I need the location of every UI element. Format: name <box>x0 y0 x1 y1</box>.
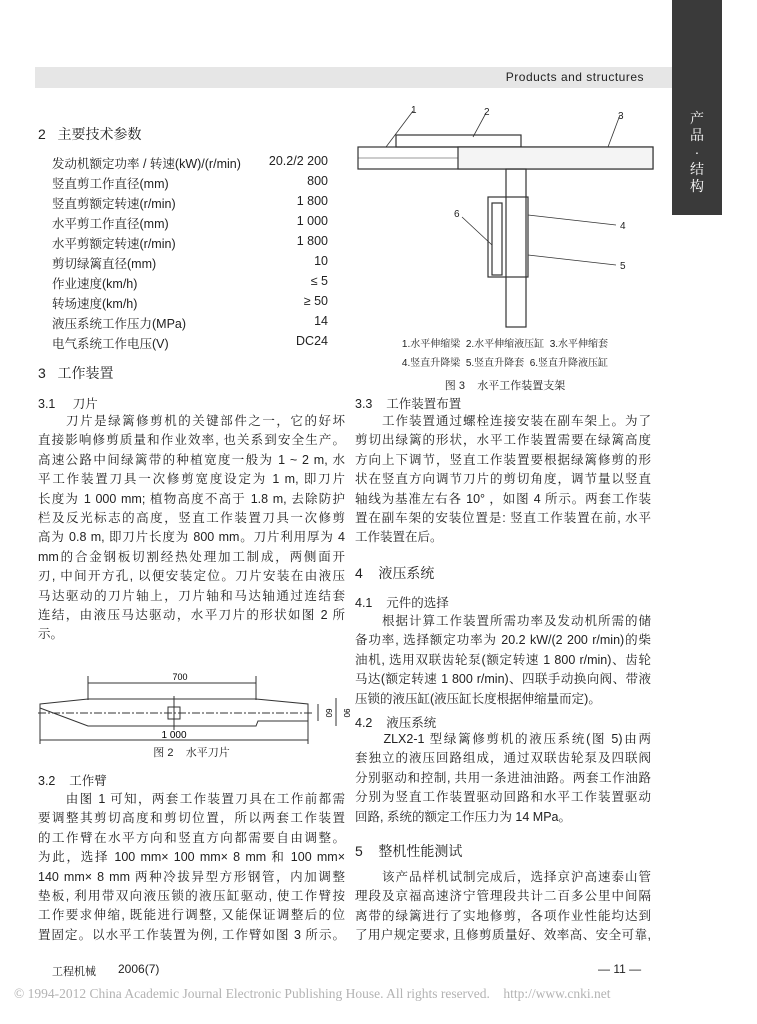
spec-row <box>52 334 340 352</box>
text-line: 工作装置通过螺栓连接安装在副车架上。为了 <box>355 414 651 428</box>
text-line: 栏及反光标志的高度，竖直工作装置刀具一次修剪 <box>38 510 345 525</box>
callout-4: 4 <box>620 221 626 232</box>
text-line: 分别驱动和控制, 共用一条进油油路。两套工作油路 <box>355 770 651 785</box>
spec-value: 1 000 <box>293 214 328 228</box>
spec-row <box>52 174 340 192</box>
text-line: mm的合金钢板切割经热处理加工制成，两侧面开 <box>38 549 345 564</box>
spec-label: 竖直剪额定转速(r/min) <box>52 197 176 211</box>
text-line: 根据计算工作装置所需功率及发动机所需的储 <box>355 614 651 628</box>
text-line: 油机, 选用双联齿轮泵(额定转速 1 800 r/min)、齿轮 <box>355 652 651 667</box>
spec-value: 10 <box>310 254 328 268</box>
spec-value: 14 <box>310 314 328 328</box>
section-side-tab <box>672 0 722 215</box>
text-line: 由图 1 可知，两套工作装置刀具在工作前都需 <box>38 792 345 806</box>
section-4-1-body <box>355 612 651 709</box>
spec-row <box>52 154 340 172</box>
spec-value: 800 <box>303 174 328 188</box>
section-4-2-body <box>355 730 651 827</box>
text-line: 分别为竖直工作装置驱动回路和水平工作装置驱动 <box>355 790 651 805</box>
section-2-heading: 2 主要技术参数 <box>38 126 142 142</box>
dim-1000: 1 000 <box>161 730 187 741</box>
spec-row <box>52 194 340 212</box>
section-3-2-body <box>38 790 345 945</box>
section-4-heading: 4 液压系统 <box>355 565 435 581</box>
text-line: 置在副车架的安装位置是: 竖直工作装置在前, 水平 <box>355 510 651 525</box>
spec-row <box>52 314 340 332</box>
section-3-heading: 3 工作装置 <box>38 365 114 381</box>
text-line: 连结，由液压马达驱动，水平刀片的形状如图 2 所 <box>38 607 345 622</box>
section-3-3-heading: 3.3 工作装置布置 <box>355 397 462 411</box>
text-line: 轴线为基准左右各 10° ，如图 4 所示。两套工作装 <box>355 491 651 506</box>
spec-label: 作业速度(km/h) <box>52 277 138 291</box>
callout-5: 5 <box>620 261 626 272</box>
spec-label: 电气系统工作电压(V) <box>52 337 169 351</box>
text-line: 140 mm× 8 mm 两种冷拔异型方形钢管，内加调整 <box>38 869 345 884</box>
spec-label: 转场速度(km/h) <box>52 297 138 311</box>
text-line: 备功率, 选择额定功率为 20.2 kW/(2 200 r/min)的柴 <box>355 633 651 648</box>
text-line: 平工作装置刀具一次修剪宽度设定为 1 m, 即刀片 <box>38 472 345 487</box>
section-3-3-body <box>355 412 651 548</box>
spec-label: 水平剪工作直径(mm) <box>52 217 169 231</box>
callout-3: 3 <box>618 111 624 122</box>
spec-row <box>52 274 340 292</box>
dim-700: 700 <box>172 672 188 682</box>
text-line: 直接影响修剪质量和作业效率, 也关系到安全生产。 <box>38 433 345 448</box>
section-4-1-heading: 4.1 元件的选择 <box>355 596 449 610</box>
callout-1: 1 <box>411 105 417 116</box>
spec-value: ≤ 5 <box>307 274 328 288</box>
callout-2: 2 <box>484 107 490 118</box>
spec-value: 1 800 <box>293 234 328 248</box>
text-line: 剪切出绿篱的形状，水平工作装置需要在绿篱高度 <box>355 433 651 448</box>
journal-issue: 2006(7) <box>118 962 160 976</box>
text-line: 要调整其剪切高度和剪切位置，所以两套工作装置 <box>38 811 345 826</box>
side-tab-label: 产品·结构 <box>690 110 704 194</box>
text-line: 马达(额定转速 1 800 r/min)、四联手动换向阀、带液 <box>355 672 651 687</box>
spec-value: DC24 <box>292 334 328 348</box>
section-5-heading: 5 整机性能测试 <box>355 843 463 859</box>
section-3-1-body <box>38 412 345 645</box>
text-line: 为此，选择 100 mm× 100 mm× 8 mm 和 100 mm× <box>38 850 345 865</box>
text-line: 状在竖直方向调节刀片的剪切角度，调节量以竖直 <box>355 472 651 487</box>
text-line: 示。 <box>38 627 64 642</box>
running-header <box>35 67 722 88</box>
text-line: 高速公路中间绿篱带的种植宽度一般为 1 ~ 2 m, 水 <box>38 452 345 467</box>
copyright-notice: © 1994-2012 China Academic Journal Electronic Publishing House. All rights reserved. http://www.cnki.net <box>14 986 611 1001</box>
spec-value: 20.2/2 200 <box>265 154 328 168</box>
figure-3-caption: 图 3 水平工作装置支架 <box>444 380 566 392</box>
text-line: 垫板, 利用带双向液压锁的液压缸驱动, 使工作臂按 <box>38 888 345 903</box>
spec-label: 水平剪额定转速(r/min) <box>52 237 176 251</box>
spec-label: 竖直剪工作直径(mm) <box>52 177 169 191</box>
text-line: 长度为 1 000 mm; 植物高度不高于 1.8 m, 去除防护 <box>38 491 345 506</box>
spec-row <box>52 294 340 312</box>
text-line: 刃, 中间开方孔, 以便安装定位。刀片安装在由液压 <box>38 569 345 584</box>
spec-row <box>52 234 340 252</box>
section-5-body <box>355 868 651 946</box>
spec-row <box>52 214 340 232</box>
text-line: 离带的绿篱进行了实地修剪，各项作业性能均达到 <box>355 908 651 923</box>
figure-3-bracket-drawing <box>358 105 658 330</box>
text-line: 高为 0.8 m, 即刀片长度为 800 mm。刀片利用厚为 4 <box>38 530 345 545</box>
spec-label: 发动机额定功率 / 转速(kW)/(r/min) <box>52 157 241 171</box>
text-line: 该产品样机试制完成后，选择京沪高速泰山管 <box>355 870 651 884</box>
text-line: 刀片是绿篱修剪机的关键部件之一，它的好坏 <box>38 414 345 428</box>
figure-3-legend-line-2: 4.竖直升降梁 5.竖直升降套 6.竖直升降液压缸 <box>401 358 609 369</box>
text-line: 马达驱动的刀片轴上，刀片轴和马达轴通过连结套 <box>38 588 345 603</box>
dim-90: 90 <box>342 708 351 718</box>
running-title: Products and structures <box>505 70 644 84</box>
figure-2-caption: 图 2 水平刀片 <box>153 747 230 759</box>
text-line: 了用户规定要求, 且修剪质量好、效率高、安全可靠, <box>355 928 651 943</box>
callout-6: 6 <box>454 209 460 220</box>
spec-label: 液压系统工作压力(MPa) <box>52 317 187 331</box>
text-line: 置固定。以水平工作装置为例, 工作臂如图 3 所示。 <box>38 927 345 942</box>
page-number: — 11 — <box>598 962 642 976</box>
spec-row <box>52 254 340 272</box>
figure-3-legend-line-1: 1.水平伸缩梁 2.水平伸缩液压缸 3.水平伸缩套 <box>401 339 609 350</box>
text-line: 回路, 系统的额定工作压力为 14 MPa。 <box>355 809 571 824</box>
figure-2-blade-drawing <box>38 668 351 748</box>
text-line: 的工作臂在水平方向和竖直方向都需要自由调整。 <box>38 830 345 845</box>
journal-name: 工程机械 <box>52 966 96 978</box>
spec-value: 1 800 <box>293 194 328 208</box>
section-3-2-heading: 3.2 工作臂 <box>38 774 107 788</box>
text-line: 工作要求伸缩, 既能进行调整, 又能保证调整后的位 <box>38 908 345 923</box>
text-line: 方向上下调节，竖直工作装置要根据绿篱修剪的形 <box>355 452 651 467</box>
section-3-1-heading: 3.1 刀片 <box>38 397 98 411</box>
spec-value: ≥ 50 <box>300 294 328 308</box>
text-line: 理段及京福高速济宁管理段共计二百多公里中间隔 <box>355 889 651 904</box>
section-4-2-heading: 4.2 液压系统 <box>355 716 437 730</box>
text-line: 工作装置在后。 <box>355 530 443 545</box>
dim-60: 60 <box>324 708 333 718</box>
text-line: ZLX2-1 型绿篱修剪机的液压系统(图 5)由两 <box>355 732 651 746</box>
spec-label: 剪切绿篱直径(mm) <box>52 257 157 271</box>
text-line: 套独立的液压回路组成，通过双联齿轮泵及四联阀 <box>355 751 651 766</box>
text-line: 压锁的液压缸(液压缸长度根据伸缩量而定)。 <box>355 691 601 706</box>
